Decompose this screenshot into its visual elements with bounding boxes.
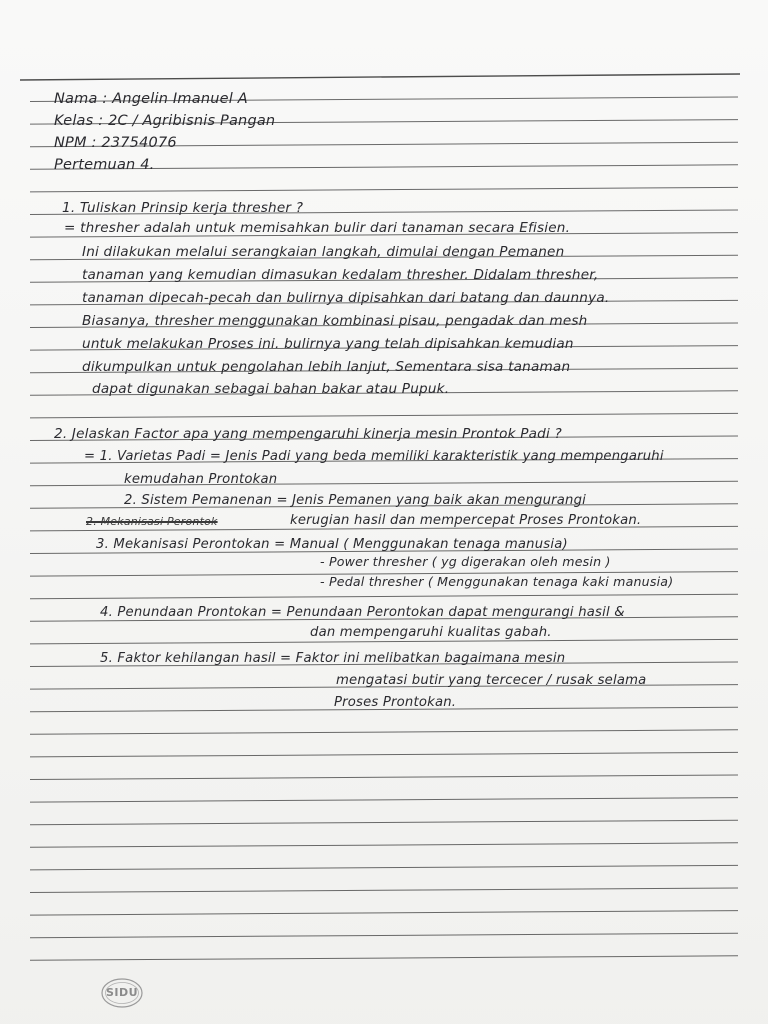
- factor-1-line: = 1. Varietas Padi = Jenis Padi yang beda memiliki karakteristik yang mempengaruhi: [84, 449, 664, 464]
- factor-3-line: - Power thresher ( yg digerakan oleh mesin ): [320, 554, 611, 569]
- class-line: Kelas : 2C / Agribisnis Pangan: [54, 113, 276, 129]
- answer-1-line: Biasanya, thresher menggunakan kombinasi pisau, pengadak dan mesh: [82, 313, 588, 329]
- answer-1-line: untuk melakukan Proses ini. bulirnya yang telah dipisahkan kemudian: [82, 336, 574, 352]
- answer-1-line: tanaman yang kemudian dimasukan kedalam thresher. Didalam thresher,: [82, 267, 599, 283]
- answer-1-line: dikumpulkan untuk pengolahan lebih lanjut, Sementara sisa tanaman: [82, 359, 571, 375]
- answer-1-line: = thresher adalah untuk memisahkan bulir dari tanaman secara Efisien.: [64, 220, 571, 236]
- factor-2-line: kerugian hasil dan mempercepat Proses Prontokan.: [290, 513, 642, 528]
- ruled-line: [30, 775, 738, 780]
- ruled-line: [30, 798, 738, 803]
- factor-5-line: mengatasi butir yang tercecer / rusak selama: [336, 673, 647, 688]
- ruled-line: [30, 639, 738, 644]
- factor-2-line: 2. Sistem Pemanenan = Jenis Pemanen yang baik akan mengurangi: [124, 493, 587, 508]
- ruled-line: [30, 933, 738, 938]
- factor-4-line: 4. Penundaan Prontokan = Penundaan Perontokan dapat mengurangi hasil &: [100, 605, 625, 620]
- sidu-watermark-text: SIDU: [105, 986, 139, 999]
- factor-1-line: kemudahan Prontokan: [124, 472, 278, 487]
- meeting-line: Pertemuan 4.: [54, 157, 155, 173]
- factor-5-line: 5. Faktor kehilangan hasil = Faktor ini melibatkan bagaimana mesin: [100, 651, 566, 666]
- ruled-line: [30, 413, 738, 418]
- ruled-line: [30, 888, 738, 893]
- name-line: Nama : Angelin Imanuel A: [54, 91, 248, 107]
- ruled-line: [30, 730, 738, 735]
- ruled-line: [30, 594, 738, 599]
- ruled-line: [30, 956, 738, 961]
- factor-2-strikethrough: 2. Mekanisasi Perontok: [86, 515, 218, 528]
- answer-1-line: dapat digunakan sebagai bahan bakar atau Pupuk.: [92, 381, 450, 397]
- ruled-line: [30, 752, 738, 757]
- ruled-line: [30, 865, 738, 870]
- factor-4-line: dan mempengaruhi kualitas gabah.: [310, 625, 552, 640]
- sidu-watermark-logo: [100, 976, 144, 1010]
- question-2: 2. Jelaskan Factor apa yang mempengaruhi kinerja mesin Prontok Padi ?: [54, 426, 562, 442]
- ruled-line: [30, 911, 738, 916]
- answer-1-line: tanaman dipecah-pecah dan bulirnya dipisahkan dari batang dan daunnya.: [82, 290, 610, 306]
- npm-line: NPM : 23754076: [54, 135, 177, 151]
- ruled-line: [30, 820, 738, 825]
- ruled-line: [30, 843, 738, 848]
- factor-3-line: - Pedal thresher ( Menggunakan tenaga kaki manusia): [320, 574, 674, 589]
- ruled-line: [30, 187, 738, 192]
- factor-3-line: 3. Mekanisasi Perontokan = Manual ( Menggunakan tenaga manusia): [96, 537, 568, 552]
- question-1: 1. Tuliskan Prinsip kerja thresher ?: [62, 200, 304, 216]
- answer-1-line: Ini dilakukan melalui serangkaian langkah, dimulai dengan Pemanen: [82, 244, 565, 260]
- factor-5-line: Proses Prontokan.: [334, 695, 457, 710]
